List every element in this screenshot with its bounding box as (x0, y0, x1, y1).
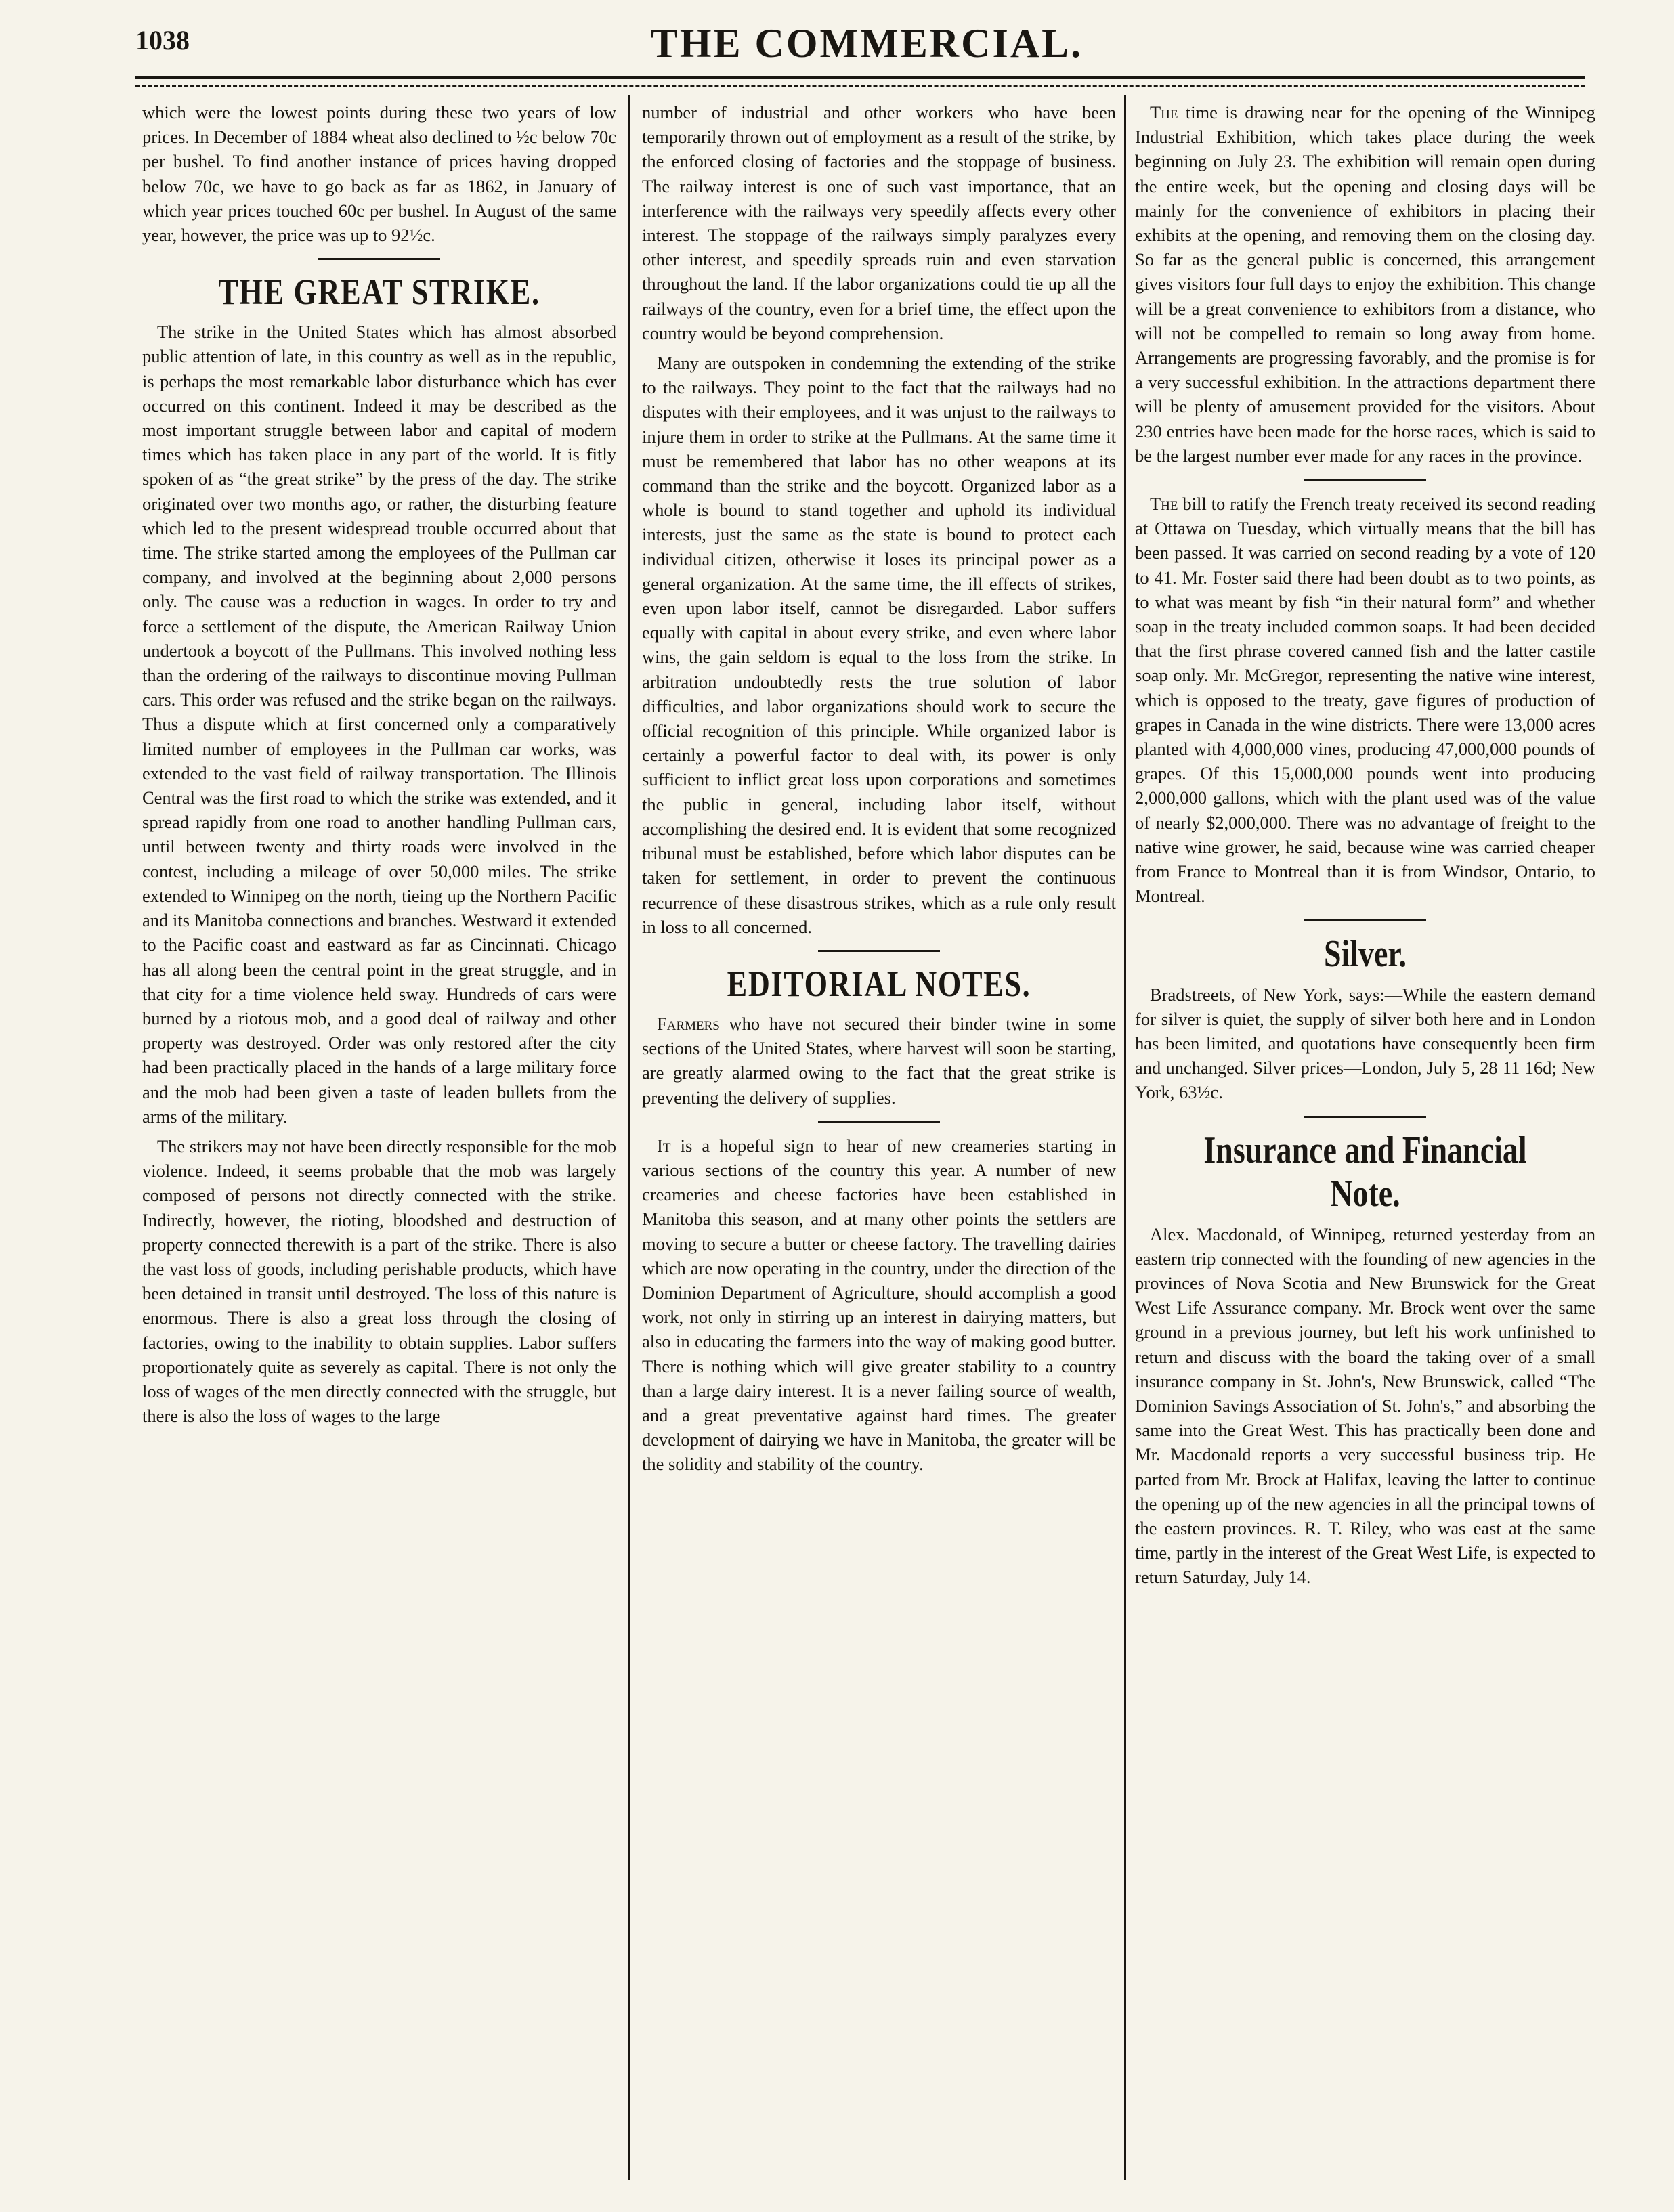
column-rule (628, 95, 630, 2180)
note-lead: The (1150, 494, 1178, 515)
note-lead: The (1150, 102, 1178, 123)
note-body: is a hopeful sign to hear of new creameries starting in various sections of the country this year. A number of new creameries and cheese factories have been established in Manitoba this season, and at many other points the settlers are moving to secure a butter or cheese factory. The travelling dairies which are now operating in the country, under the direction of the Dominion Department of Agriculture, should accomplish a good work, not only in stirring up an interest in dairying matters, but also in educating the farmers into the way of making good butter. There is nothing which will give greater stability to a country than a large dairy interest. It is a never failing source of wealth, and a great preventative against hard times. The greater development of dairying we have in Manitoba, the greater will be the solidity and stability of the country. (642, 1135, 1116, 1475)
note-lead: Farmers (657, 1013, 720, 1034)
section-separator (1304, 1116, 1426, 1118)
section-separator (818, 950, 940, 952)
note-body: time is drawing near for the opening of the Winnipeg Industrial Exhibition, which takes place during the week beginning on July 23. The exhibition will remain open during the entire week, but the opening and closing days will be mainly for the convenience of exhibitors in placing their exhibits at the opening, and removing them on the closing day. So far as the general public is concerned, this arrangement gives visitors four full days to enjoy the exhibition. This change will be a great convenience to exhibitors from a distance, who will not be compelled to remain so long away from home. Arrangements are progressing favorably, and the promise is for a very successful exhibition. In the attractions department there will be plenty of amusement provided for the visitors. About 230 entries have been made for the horse races, which is said to be the largest number ever made for any races in the province. (1135, 102, 1595, 466)
header-rule-dashed (135, 85, 1585, 87)
page-number: 1038 (135, 25, 190, 56)
article-paragraph: number of industrial and other workers who have been temporarily thrown out of employment as a result of the strike, by the enforced closing of factories and the stoppage of business. The railway interest is one of such vast importance, that an interference with the railways very speedily affects every other interest. The stoppage of the railways simply paralyzes every other interest, and speedily spreads ruin and even starvation throughout the land. If the labor organizations could tie up all the railways of the country, even for a brief time, the effect upon the country would be beyond comprehension. (642, 102, 1116, 343)
note-paragraph (642, 1012, 1116, 1110)
article-paragraph: Bradstreets, of New York, says:—While the eastern demand for silver is quiet, the supply of silver both here and in London has been limited, and quotations have consequently been firm and unchanged. Silver prices—London, July 5, 28 11 16d; New York, 63½c. (1135, 984, 1595, 1103)
section-separator (1304, 919, 1426, 921)
column-rule (1124, 95, 1126, 2180)
article-paragraph: Alex. Macdonald, of Winnipeg, returned yesterday from an eastern trip connected with the founding of new agencies in the provinces of Nova Scotia and New Brunswick for the Great West Life Assurance company. Mr. Brock went over the same ground in a previous journey, but left his work unfinished to return and discuss with the board the taking over of a small insurance company in St. John's, New Brunswick, called “The Dominion Savings Association of St. John's,” and absorbing the same into the Great West. This has practically been done and Mr. Macdonald reports a very successful business trip. He parted from Mr. Brock at Halifax, leaving the latter to continue the opening up of the new agencies in all the principal towns of the eastern provinces. R. T. Riley, who was east at the same time, partly in the interest of the Great West Life, is expected to return Saturday, July 14. (1135, 1223, 1595, 1588)
heading-great-strike: THE GREAT STRIKE. (218, 272, 540, 313)
note-lead: It (657, 1135, 671, 1156)
heading-silver: Silver. (1323, 932, 1407, 975)
note-paragraph (1135, 100, 1595, 468)
note-body: bill to ratify the French treaty received its second reading at Ottawa on Tuesday, which virtually means that the bill has been passed. It was carried on second reading by a vote of 120 to 41. Mr. Foster said there had been doubt as to two points, as to what was meant by fish “in their natural form” and whether soap in the treaty included common soaps. It had been decided that the first phrase covered canned fish and the latter castile soap only. Mr. McGregor, representing the native wine interest, which is opposed to the treaty, gave figures of production of grapes in Canada in the wine districts. There were 13,000 acres planted with 4,000,000 vines, producing 47,000,000 pounds of grapes. Of this 15,000,000 pounds went into producing 2,000,000 gallons, which with the plant used was of the value of nearly $2,000,000. There was no advantage of freight to the native wine grower, he said, because wine was carried cheaper from France to Montreal than it is from Windsor, Ontario, to Montreal. (1135, 494, 1595, 907)
header-rule (135, 76, 1585, 79)
article-paragraph: The strike in the United States which has almost absorbed public attention of late, in this country as well as in the republic, is perhaps the most remarkable labor disturbance which has ever occurred on this continent. Indeed it may be described as the most important struggle between labor and capital of modern times which has taken place in any part of the world. It is fitly spoken of as “the great strike” by the press of the day. The strike originated over two months ago, or rather, the disturbing feature which led to the present widespread trouble occurred about that time. The strike started among the employees of the Pullman car company, and involved at the beginning about 2,000 persons only. The cause was a reduction in wages. In order to try and force a settlement of the dispute, the American Railway Union undertook a boycott of the Pullmans. This involved nothing less than the ordering of the railways to discontinue moving Pullman cars. This order was refused and the strike began on the railways. Thus a dispute which at first concerned only a comparatively limited number of employees in the Pullman car works, was extended to the vast field of railway transportation. The Illinois Central was the first road to which the strike was extended, and it spread rapidly from one road to another handling Pullman cars, until between twenty and thirty roads were involved in the contest, including a mileage of over 50,000 miles. The strike extended to Winnipeg on the north, tieing up the Northern Pacific and its Manitoba connections and branches. Westward it extended to the Pacific coast and eastward as far as Cincinnati. Chicago has all along been the central point in the great struggle, and in that city for a time violence held sway. Hundreds of cars were burned by a riotous mob, and a good deal of railway and other property was destroyed. Order was only restored after the city had been practically placed in the hands of a large military force and the mob had been given a taste of leaden bullets from the arms of the military. (142, 322, 616, 1127)
column-2 (642, 100, 1116, 2186)
heading-editorial-notes: EDITORIAL NOTES. (727, 963, 1031, 1004)
note-paragraph (642, 1133, 1116, 1477)
masthead: THE COMMERCIAL. (650, 21, 1083, 66)
note-paragraph (1135, 492, 1595, 908)
note-separator (1304, 479, 1426, 481)
article-paragraph: Many are outspoken in condemning the extending of the strike to the railways. They point to the fact that the railways had no disputes with their employees, and it was unjust to the railways to injure them in order to strike at the Pullmans. At the same time it must be remembered that labor has no other weapons at its command than the strike and the boycott. Organized labor as a whole is bound to stand together and uphold its individual interests, just the same as the state is bound to protect each individual citizen, otherwise it loses its principal power as a general organization. At the same time, the ill effects of strikes, even upon labor itself, cannot be disregarded. Labor suffers equally with capital in about every strike, and even where labor wins, the gain seldom is equal to the loss from the strike. In arbitration undoubtedly rests the true solution of labor difficulties, and labor organizations should work to secure the official recognition of this principle. While organized labor is certainly a powerful factor to deal with, its power is only sufficient to inflict great loss upon corporations and sometimes the public in general, including labor itself, without accomplishing the desired end. It is evident that some recognized tribunal must be established, before which labor disputes can be taken for settlement, in order to prevent the continuous recurrence of these disastrous strikes, which as a rule only result in loss to all concerned. (642, 353, 1116, 937)
heading-insurance: Insurance and Financial Note. (1203, 1129, 1527, 1215)
column-1 (142, 100, 616, 2186)
note-body: who have not secured their binder twine in some sections of the United States, where harvest will soon be starting, are greatly alarmed owing to the fact that the great strike is preventing the delivery of supplies. (642, 1013, 1116, 1108)
article-paragraph: which were the lowest points during these two years of low prices. In December of 1884 wheat also declined to ½c below 70c per bushel. To find another instance of prices having dropped below 70c, we have to go back as far as 1862, in January of which year prices touched 60c per bushel. In August of the same year, however, the price was up to 92½c. (142, 102, 616, 246)
note-separator (818, 1121, 940, 1123)
section-separator (318, 258, 440, 260)
article-paragraph: The strikers may not have been directly responsible for the mob violence. Indeed, it seems probable that the mob was largely composed of persons not directly connected with the strike. Indirectly, however, the rioting, bloodshed and destruction of property connected therewith is a part of the strike. There is also the vast loss of goods, including perishable products, which have been detained in transit until destroyed. The loss of this nature is enormous. There is also a great loss through the closing of factories, owing to the inability to obtain supplies. Labor suffers proportionately quite as severely as capital. There is not only the loss of wages of the men directly connected with the struggle, but there is also the loss of wages to the large (142, 1135, 616, 1427)
column-3 (1135, 100, 1595, 2186)
